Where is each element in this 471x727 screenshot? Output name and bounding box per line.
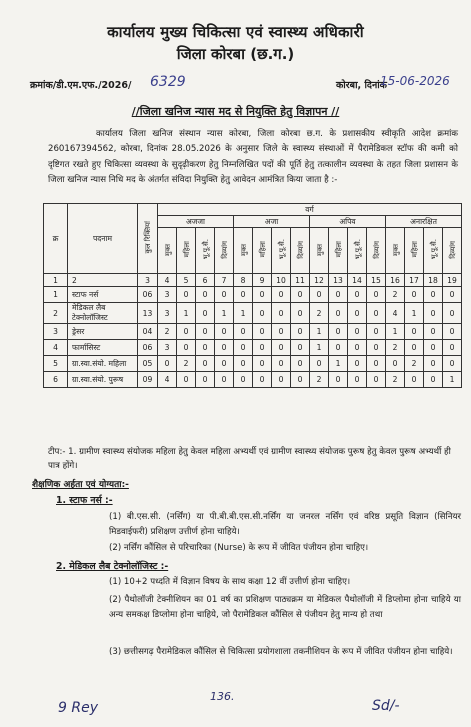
col-number: 9 xyxy=(253,274,272,287)
table-row xyxy=(44,356,462,372)
column-number-row xyxy=(44,274,462,287)
col-number: 16 xyxy=(386,274,405,287)
row-value: 0 xyxy=(177,340,196,356)
note-text: टीप:- 1. ग्रामीण स्वास्थ्य संयोजक महिला हेतु केवल महिला अभ्यर्थी एवं ग्रामीण स्वास्थ्य संयोजक पुरूष हेतु केवल पुरूष अभ्यर्थी ही पात्र होंगे। xyxy=(48,447,451,471)
vacancy-table-body xyxy=(44,287,462,388)
row-value: 0 xyxy=(177,324,196,340)
row-value: 0 xyxy=(291,303,310,324)
row-value: 0 xyxy=(443,356,462,372)
row-total: 09 xyxy=(138,372,158,388)
row-value: 0 xyxy=(253,324,272,340)
row-value: 0 xyxy=(291,324,310,340)
sub-col-label: भू.पू.सै. xyxy=(201,239,210,260)
table-row xyxy=(44,303,462,324)
row-value: 0 xyxy=(405,340,424,356)
row-value: 0 xyxy=(234,340,253,356)
row-value: 0 xyxy=(215,287,234,303)
col-number: 18 xyxy=(424,274,443,287)
sub-col-label: दिव्यांग xyxy=(372,240,381,259)
col-sno-header: क्र xyxy=(44,204,68,274)
row-sno: 5 xyxy=(44,356,68,372)
row-value: 0 xyxy=(424,372,443,388)
row-value: 0 xyxy=(196,287,215,303)
row-value: 1 xyxy=(405,303,424,324)
row-value: 1 xyxy=(310,324,329,340)
row-value: 2 xyxy=(158,324,177,340)
row-value: 0 xyxy=(234,356,253,372)
col-number: 19 xyxy=(443,274,462,287)
row-value: 0 xyxy=(215,340,234,356)
section-title-text: 2. मेडिकल लैब टेक्नोलॉजिस्ट :- xyxy=(56,561,169,572)
row-value: 0 xyxy=(348,287,367,303)
row-value: 0 xyxy=(215,324,234,340)
row-sno: 4 xyxy=(44,340,68,356)
col-number: 5 xyxy=(177,274,196,287)
col-number: 10 xyxy=(272,274,291,287)
sub-col-label: दिव्यांग xyxy=(296,240,305,259)
row-value: 2 xyxy=(177,356,196,372)
row-sno: 6 xyxy=(44,372,68,388)
row-value: 0 xyxy=(291,340,310,356)
row-value: 0 xyxy=(443,303,462,324)
row-value: 0 xyxy=(329,324,348,340)
row-value: 0 xyxy=(405,372,424,388)
row-value: 0 xyxy=(405,324,424,340)
row-value: 1 xyxy=(443,372,462,388)
row-value: 0 xyxy=(367,324,386,340)
row-value: 0 xyxy=(253,340,272,356)
row-value: 1 xyxy=(215,303,234,324)
row-value: 1 xyxy=(177,303,196,324)
row-post: ग्रा.स्वा.संयो. पुरूष xyxy=(68,372,138,388)
group-header: अपिव xyxy=(310,216,386,228)
qualification-item: (2) नर्सिंग कौंसिल से परिचारिका (Nurse) के रूप में जीवित पंजीयन होना चाहिए। xyxy=(109,543,369,553)
section-title-lab-technologist xyxy=(56,559,168,572)
col-category-header: वर्ग xyxy=(158,204,462,216)
row-value: 0 xyxy=(329,303,348,324)
row-value: 0 xyxy=(424,287,443,303)
row-value: 0 xyxy=(272,356,291,372)
table-row xyxy=(44,340,462,356)
row-value: 2 xyxy=(405,356,424,372)
row-value: 0 xyxy=(443,287,462,303)
group-header: अनारक्षित xyxy=(386,216,462,228)
col-total-header xyxy=(138,204,158,274)
table-row xyxy=(44,372,462,388)
sub-col-label: महिला xyxy=(258,241,267,258)
row-post: मेडिकल लैब टेक्नोलॉजिस्ट xyxy=(68,303,138,324)
col-number: 15 xyxy=(367,274,386,287)
row-sno: 3 xyxy=(44,324,68,340)
row-value: 0 xyxy=(215,356,234,372)
row-value: 1 xyxy=(310,340,329,356)
qualification-item: (2) पैथोलॉजी टेक्नीशियन का 01 वर्ष का प्रशिक्षण पाठ्यक्रम या मेडिकल पैथोलॉजी में डिप्लोमा होना चाहिये या अन्य समकक्ष डिप्लोमा होना चाहिये, जो पैरामेडिकल कौंसिल से पंजीयन हेतु मान्य हो तथा xyxy=(109,595,461,620)
sub-col-label: महिला xyxy=(410,241,419,258)
row-post: स्टाफ नर्स xyxy=(68,287,138,303)
row-value: 4 xyxy=(386,303,405,324)
reference-row xyxy=(30,74,450,92)
row-post: ग्रा.स्वा.संयो. महिला xyxy=(68,356,138,372)
col-number: 6 xyxy=(196,274,215,287)
row-value: 0 xyxy=(272,303,291,324)
row-value: 0 xyxy=(348,324,367,340)
row-value: 2 xyxy=(386,372,405,388)
row-value: 2 xyxy=(386,287,405,303)
row-value: 0 xyxy=(348,356,367,372)
row-post: फार्मासिस्ट xyxy=(68,340,138,356)
row-value: 2 xyxy=(310,372,329,388)
row-value: 0 xyxy=(329,287,348,303)
row-value: 0 xyxy=(253,356,272,372)
signature-left: 9 Rey xyxy=(58,700,98,716)
col-number: 14 xyxy=(348,274,367,287)
col-number: 2 xyxy=(68,274,138,287)
row-value: 0 xyxy=(177,372,196,388)
row-value: 0 xyxy=(443,324,462,340)
row-value: 0 xyxy=(272,372,291,388)
intro-text: कार्यालय जिला खनिज संस्थान न्यास कोरबा, जिला कोरबा छ.ग. के प्रशासकीय स्वीकृति आदेश क्रमांक 260167394562, कोरबा, दिनांक 28.05.2026 के अनुसार जिले के स्वास्थ्य संस्थाओं में पैरामेडिकल स्टॉफ की कमी को दृष्टिगत रखते हुए चिकित्सा व्यवस्था के सुदृढ़ीकरण हेतु निम्नलिखित पदों की पूर्ति हेतु तत्कालीन व्यवस्था के तहत जिला प्रशासन के जिला खनिज न्यास निधि मद के अंतर्गत संविदा नियुक्ति हेतु आवेदन आमंत्रित किया जाता है :- xyxy=(48,129,458,185)
section-title-staff-nurse xyxy=(56,493,113,506)
row-total: 13 xyxy=(138,303,158,324)
col-total-label: कुल रिक्तियां xyxy=(144,221,152,254)
signature-right: Sd/- xyxy=(372,698,400,714)
row-value: 3 xyxy=(158,303,177,324)
sub-col-label: महिला xyxy=(334,241,343,258)
row-value: 0 xyxy=(367,356,386,372)
col-number: 11 xyxy=(291,274,310,287)
row-value: 1 xyxy=(329,356,348,372)
qualification-item: (1) 10+2 पध्दति में विज्ञान विषय के साथ कक्षा 12 वीं उत्तीर्ण होना चाहिए। xyxy=(109,577,351,587)
row-value: 1 xyxy=(386,324,405,340)
signature-mid: 136. xyxy=(210,690,235,703)
row-value: 0 xyxy=(253,372,272,388)
row-value: 0 xyxy=(196,356,215,372)
sub-col-label: महिला xyxy=(182,241,191,258)
reference-date: 15-06-2026 xyxy=(380,74,450,88)
row-total: 06 xyxy=(138,340,158,356)
group-header: अजजा xyxy=(158,216,234,228)
row-value: 2 xyxy=(310,303,329,324)
row-value: 1 xyxy=(234,303,253,324)
row-value: 0 xyxy=(215,372,234,388)
sub-col-label: दिव्यांग xyxy=(448,240,457,259)
table-row xyxy=(44,287,462,303)
row-value: 0 xyxy=(272,340,291,356)
sub-col-label: मुक्त xyxy=(239,243,248,256)
sub-col-label: मुक्त xyxy=(391,243,400,256)
col-number: 12 xyxy=(310,274,329,287)
row-value: 0 xyxy=(367,372,386,388)
row-value: 0 xyxy=(158,356,177,372)
row-value: 0 xyxy=(405,287,424,303)
row-value: 0 xyxy=(424,303,443,324)
qualification-heading: शैक्षणिक अर्हता एवं योग्यता:- xyxy=(32,480,129,490)
col-number: 4 xyxy=(158,274,177,287)
row-value: 0 xyxy=(234,287,253,303)
row-total: 06 xyxy=(138,287,158,303)
sub-col-label: भू.पू.सै. xyxy=(353,239,362,260)
col-number: 7 xyxy=(215,274,234,287)
row-value: 0 xyxy=(253,287,272,303)
row-value: 0 xyxy=(196,372,215,388)
row-value: 0 xyxy=(196,303,215,324)
row-value: 0 xyxy=(329,340,348,356)
row-value: 0 xyxy=(234,324,253,340)
qualification-item: (3) छत्तीसगढ़ पैरामेडिकल कौंसिल से चिकित्सा प्रयोगशाला तकनीशियन के रूप में जीवित पंजीयन होना चाहिये। xyxy=(109,647,453,657)
row-value: 0 xyxy=(234,372,253,388)
vacancy-table xyxy=(43,203,462,388)
row-value: 0 xyxy=(367,287,386,303)
col-number: 1 xyxy=(44,274,68,287)
row-value: 3 xyxy=(158,340,177,356)
sub-col-label: भू.पू.सै. xyxy=(429,239,438,260)
row-value: 0 xyxy=(272,324,291,340)
sub-col-label: भू.पू.सै. xyxy=(277,239,286,260)
row-value: 0 xyxy=(348,372,367,388)
office-heading: कार्यालय मुख्य चिकित्सा एवं स्वास्थ्य अधिकारी xyxy=(107,23,364,41)
row-value: 0 xyxy=(424,356,443,372)
row-value: 0 xyxy=(367,340,386,356)
row-value: 0 xyxy=(386,356,405,372)
qualification-item: (1) बी.एस.सी. (नर्सिंग) या पी.बी.बी.एस.सी.नर्सिंग या जनरल नर्सिंग एवं वरिष्ठ प्रसूति विज्ञान (सिनियर मिडवाईफरी) प्रशिक्षण उत्तीर्ण होना चाहिये। xyxy=(109,512,461,537)
col-number: 13 xyxy=(329,274,348,287)
row-value: 0 xyxy=(291,287,310,303)
row-value: 4 xyxy=(158,372,177,388)
col-number: 17 xyxy=(405,274,424,287)
reference-number: 6329 xyxy=(150,74,186,90)
row-value: 0 xyxy=(196,340,215,356)
row-value: 2 xyxy=(386,340,405,356)
col-number: 3 xyxy=(138,274,158,287)
row-value: 0 xyxy=(329,372,348,388)
row-value: 0 xyxy=(196,324,215,340)
reference-label: क्रमांक/डी.एम.एफ./2026/ xyxy=(30,80,132,91)
sub-col-label: मुक्त xyxy=(163,243,172,256)
place-date-label: कोरबा, दिनांक xyxy=(336,80,387,91)
district-heading: जिला कोरबा (छ.ग.) xyxy=(176,45,295,63)
row-value: 0 xyxy=(310,287,329,303)
row-value: 0 xyxy=(310,356,329,372)
notice-title: //जिला खनिज न्यास मद से नियुक्ति हेतु विज्ञापन // xyxy=(131,105,340,118)
row-sno: 2 xyxy=(44,303,68,324)
intro-paragraph xyxy=(48,127,458,188)
row-value: 0 xyxy=(348,340,367,356)
row-value: 0 xyxy=(424,324,443,340)
row-value: 0 xyxy=(177,287,196,303)
row-total: 05 xyxy=(138,356,158,372)
row-value: 0 xyxy=(291,356,310,372)
row-value: 0 xyxy=(348,303,367,324)
table-row xyxy=(44,324,462,340)
col-post-header: पदनाम xyxy=(68,204,138,274)
row-post: ड्रेसर xyxy=(68,324,138,340)
row-total: 04 xyxy=(138,324,158,340)
row-value: 0 xyxy=(443,340,462,356)
row-value: 0 xyxy=(272,287,291,303)
sub-col-label: दिव्यांग xyxy=(220,240,229,259)
row-value: 0 xyxy=(291,372,310,388)
sub-col-label: मुक्त xyxy=(315,243,324,256)
group-header: अजा xyxy=(234,216,310,228)
row-value: 0 xyxy=(253,303,272,324)
row-value: 0 xyxy=(367,303,386,324)
row-value: 0 xyxy=(424,340,443,356)
section-title-text: 1. स्टाफ नर्स :- xyxy=(56,495,113,506)
row-sno: 1 xyxy=(44,287,68,303)
col-number: 8 xyxy=(234,274,253,287)
row-value: 3 xyxy=(158,287,177,303)
